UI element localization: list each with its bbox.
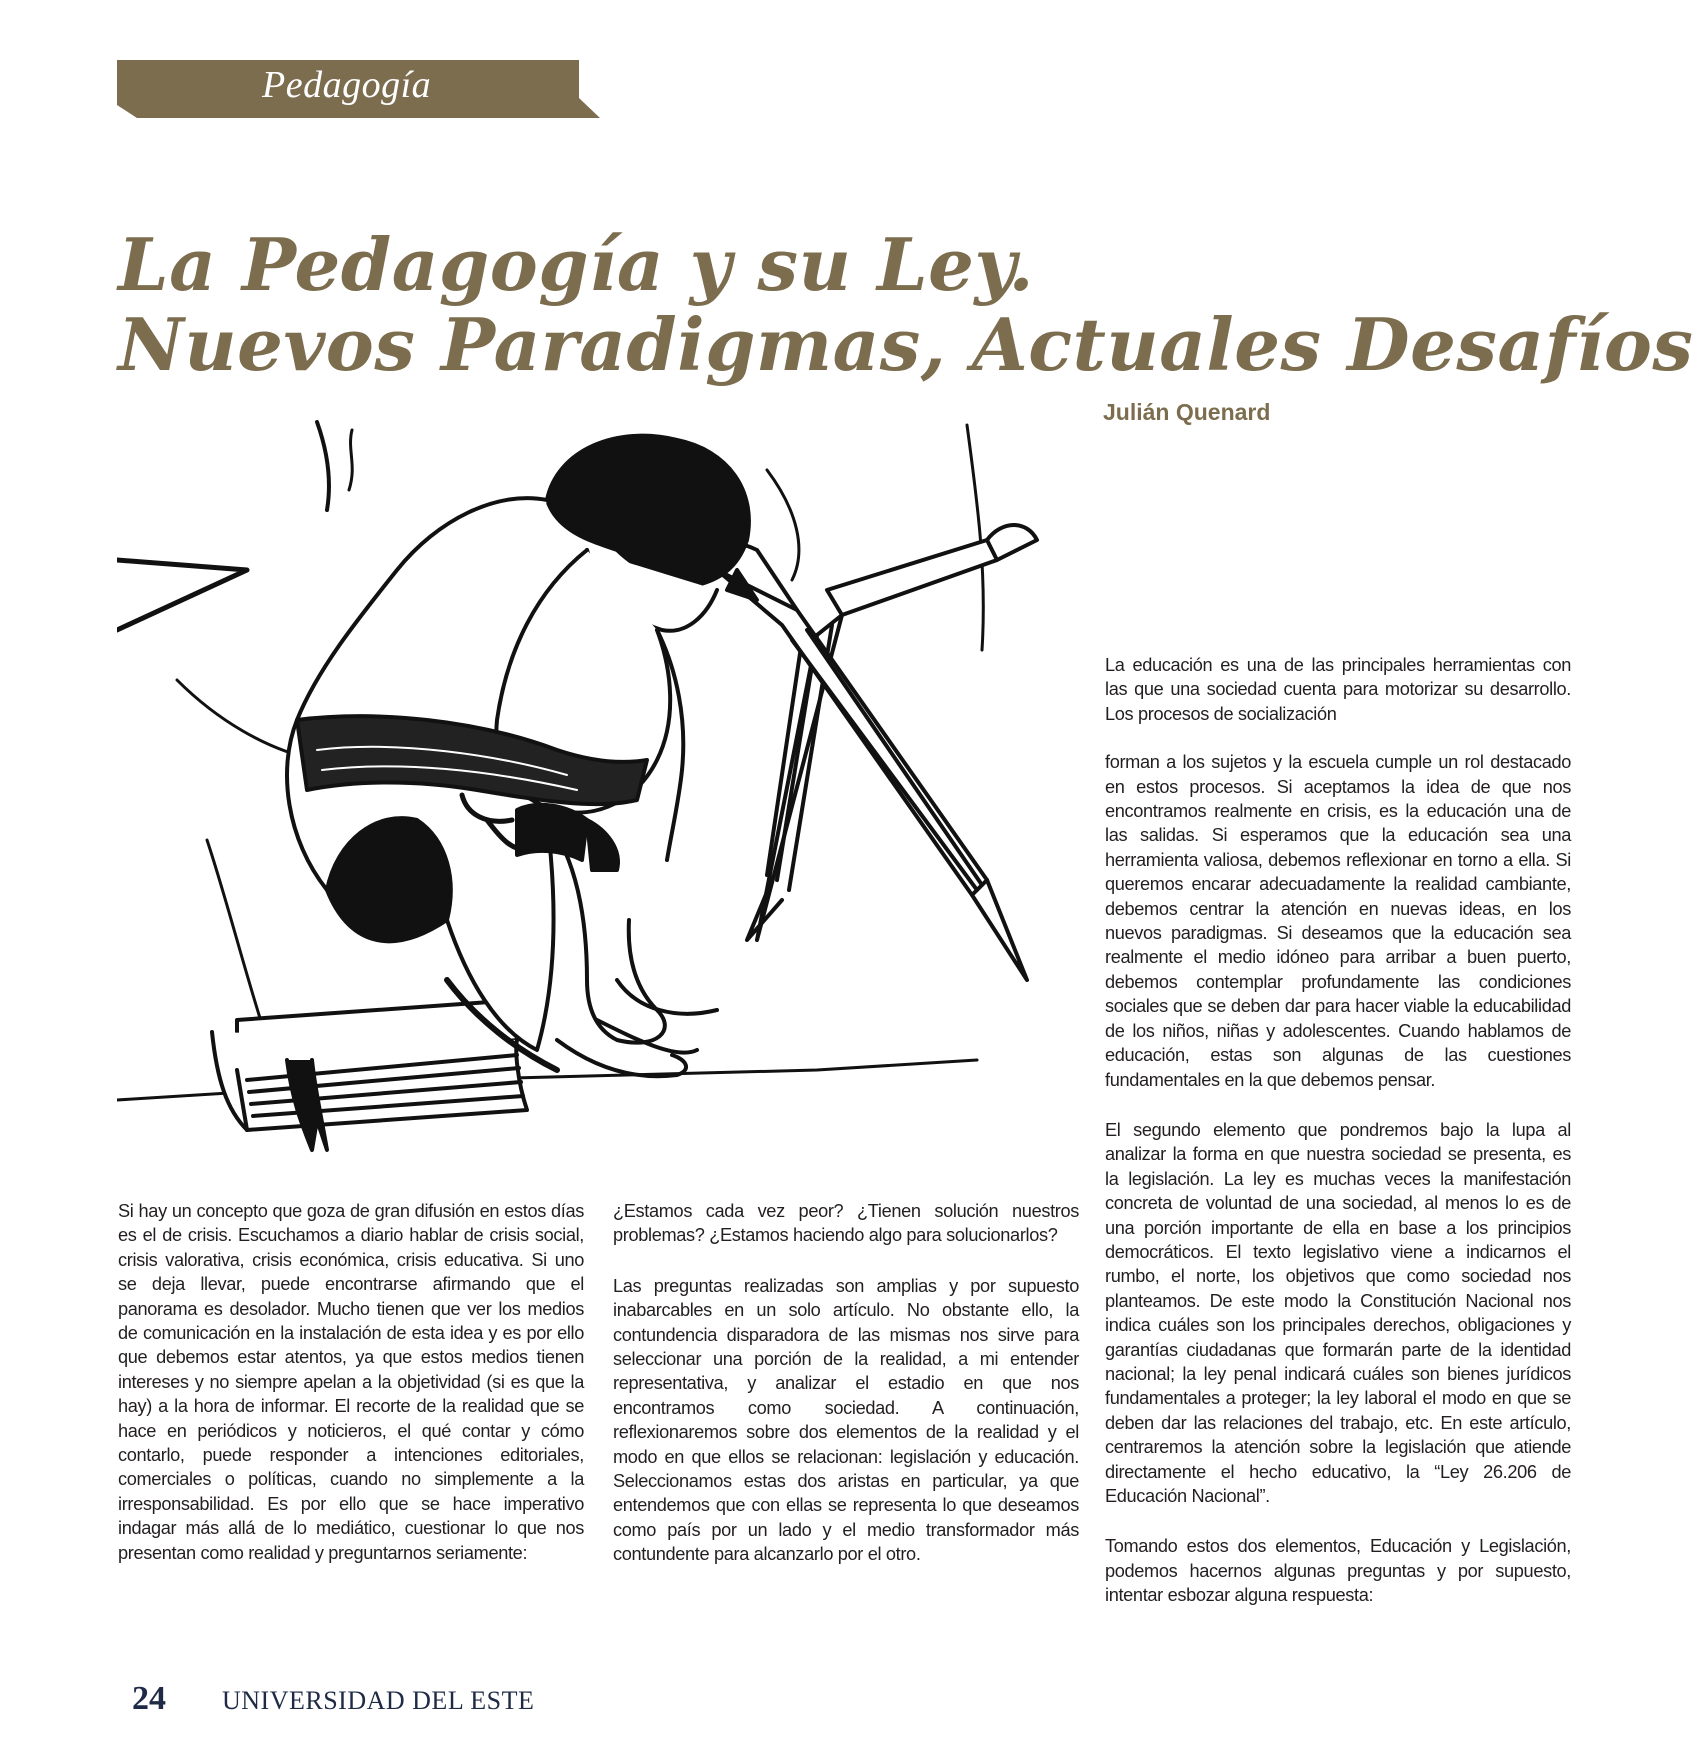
chained-child-illustration-icon — [117, 420, 1077, 1160]
article-column-2 — [613, 1199, 1079, 1567]
section-label: Pedagogía — [262, 64, 432, 106]
article-author: Julián Quenard — [1103, 399, 1271, 425]
article-column-3 — [1105, 653, 1571, 1608]
article-title-line2: Nuevos Paradigmas, Actuales Desafíos — [118, 302, 1694, 387]
paragraph: La educación es una de las principales herramientas con las que una sociedad cuenta para motorizar su desarrollo. Los procesos de socialización — [1105, 655, 1571, 724]
paragraph: ¿Estamos cada vez peor? ¿Tienen solución nuestros problemas? ¿Estamos haciendo algo para solucionarlos? — [613, 1201, 1079, 1246]
paragraph: El segundo elemento que pondremos bajo la lupa al analizar la forma en que nuestra sociedad se presenta, es la legislación. La ley es muchas veces la manifestación concreta de voluntad de una sociedad, al menos lo es de una porción importante de ella en base a los principios democráticos. El texto legislativo viene a indicarnos el rumbo, el norte, los objetivos que como sociedad nos planteamos. De este modo la Constitución Nacional nos indica cuáles son los principales derechos, obligaciones y garantías ciudadanas que formarán parte de la identidad nacional; la ley penal indicará cuáles son bienes jurídicos fundamentales a proteger; la ley laboral el modo en que se deben dar las relaciones del trabajo, etc. En este artículo, centraremos la atención sobre la legislación que atiende directamente el hecho educativo, la “Ley 26.206 de Educación Nacional”. — [1105, 1119, 1571, 1506]
article-title — [118, 222, 1694, 387]
paragraph: Las preguntas realizadas son amplias y por supuesto inabarcables en un solo artículo. No obstante ello, la contundencia disparadora de las mismas nos sirve para seleccionar una porción de la realidad, a mi entender representativa, y analizar el estadio en que nos encontramos como sociedad. A continuación, reflexionaremos sobre dos elementos de la realidad y el modo en que ellos se relacionan: legislación y educación. Seleccionamos estas dos aristas en particular, ya que entendemos que con ellas se representa lo que deseamos como país por un lado y el medio transformador más contundente para alcanzarlo por el otro. — [613, 1275, 1079, 1565]
paragraph: Si hay un concepto que goza de gran difusión en estos días es el de crisis. Escuchamos a diario hablar de crisis social, crisis valorativa, crisis económica, crisis educativa. Si uno se deja llevar, puede encontrarse afirmando que el panorama es desolador. Mucho tienen que ver los medios de comunicación en la instalación de esta idea y es por ello que debemos estar atentos, ya que estos medios tienen intereses y no siempre apelan a la objetividad (si es que la hay) a la hora de informar. El recorte de la realidad que se hace en periódicos y noticieros, el qué contar y cómo contarlo, puede responder a intenciones editoriales, comerciales o políticas, cuando no simplemente a la irresponsabilidad. Es por ello que se hace imperativo indagar más allá de lo mediático, cuestionar lo que nos presentan como realidad y preguntarnos seriamente: — [118, 1201, 584, 1563]
article-title-line1: La Pedagogía y su Ley. — [118, 222, 1035, 307]
paragraph: Tomando estos dos elementos, Educación y Legislación, podemos hacernos algunas preguntas y por supuesto, intentar esbozar alguna respuesta: — [1105, 1536, 1571, 1606]
article-column-1 — [118, 1199, 584, 1565]
page-number: 24 — [132, 1680, 166, 1717]
paragraph: forman a los sujetos y la escuela cumple un rol destacado en estos procesos. Si aceptamos la idea de que nos encontramos realmente en crisis, es la educación una de las salidas. Si esperamos que la educación sea una herramienta valiosa, debemos reflexionar en torno a ella. Si queremos encarar adecuadamente la realidad cambiante, debemos centrar la atención en nuevas ideas, en los nuevos paradigmas. Si deseamos que la educación sea realmente el medio idóneo para arribar a buen puerto, debemos contemplar profundamente las condiciones sociales que se deben dar para hacer viable la educabilidad de los niños, niñas y adolescentes. Cuando hablamos de educación, estas son algunas de las cuestiones fundamentales en la que debemos pensar. — [1105, 752, 1571, 1090]
publication-name: UNIVERSIDAD DEL ESTE — [222, 1686, 535, 1715]
section-tab — [117, 60, 607, 118]
